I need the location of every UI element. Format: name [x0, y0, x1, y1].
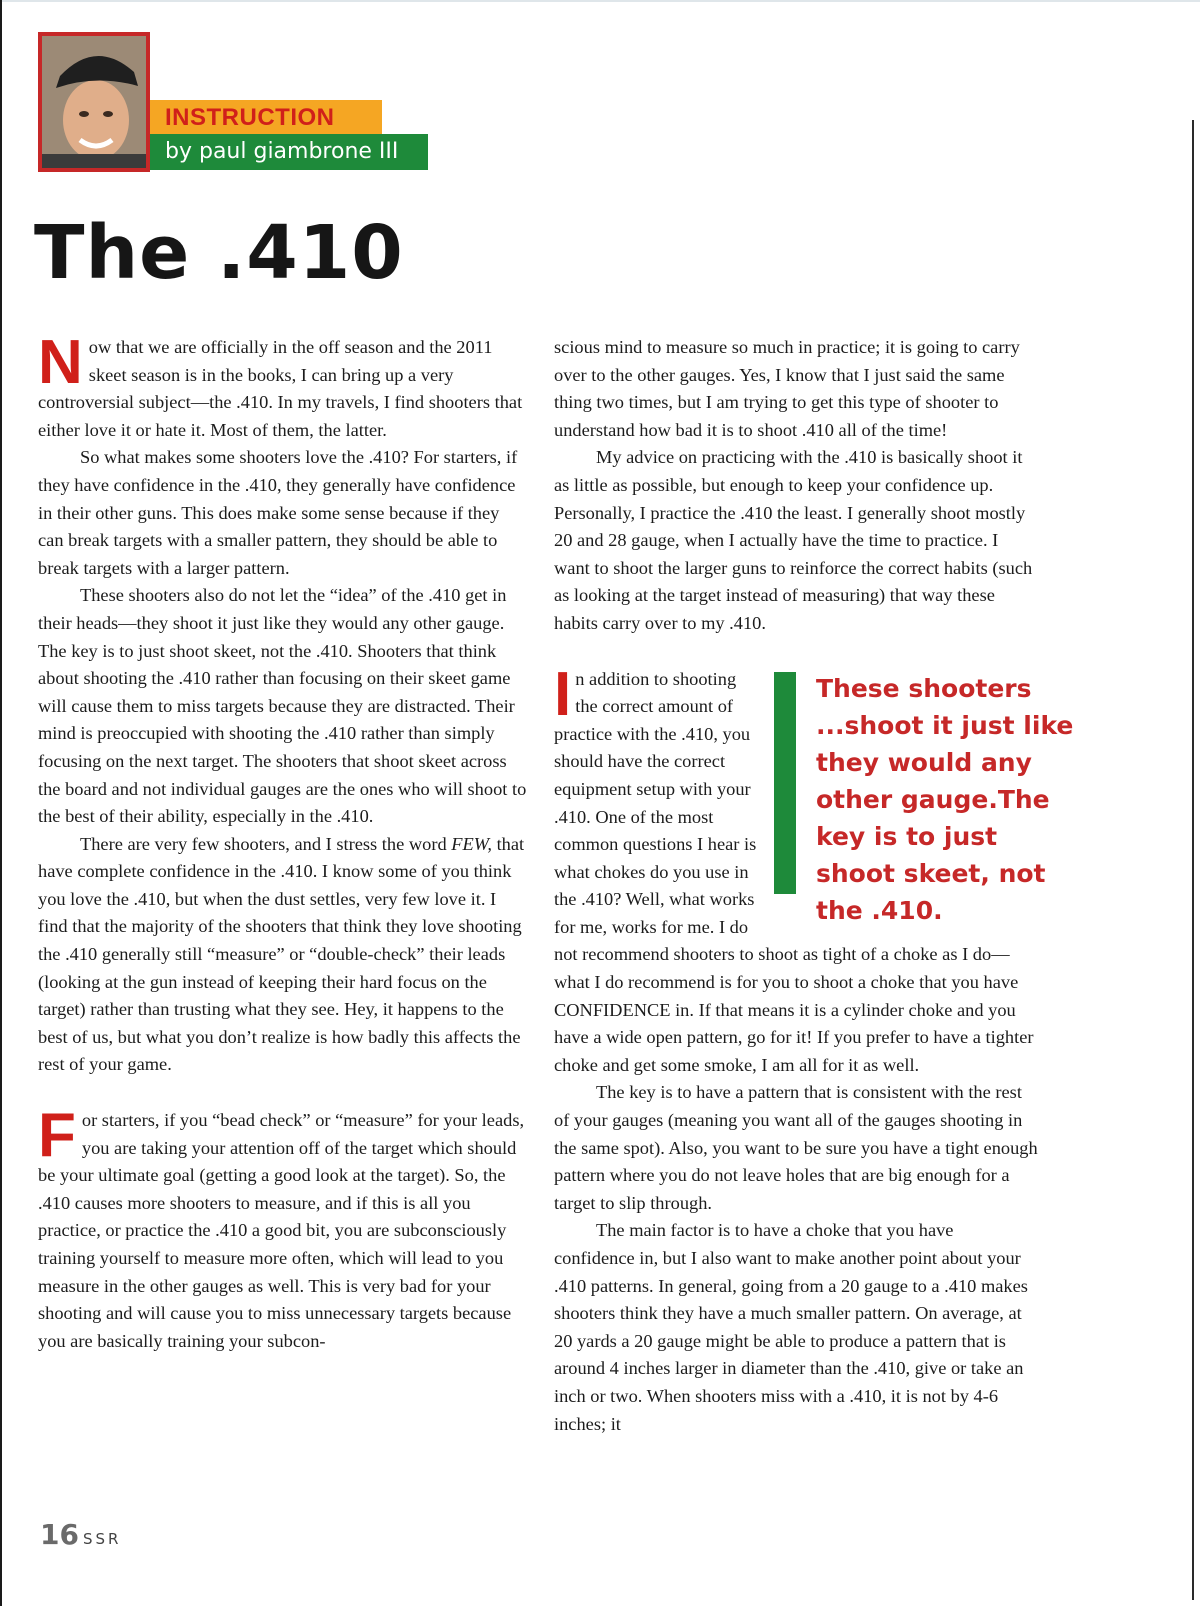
page-edge-left	[0, 0, 2, 1606]
pull-quote: These shooters ...shoot it just like they would any other gauge.The key is to just shoot skeet, not the .410.	[816, 673, 1074, 925]
paragraph: My advice on practicing with the .410 is basically shoot it as little as possible, but enough to keep your confidence up. Personally, I practice the .410 the least. I generally shoot mostly 20 and 28 gauge, when I actually have the time to practice. I want to shoot the larger guns to reinforce the correct habits (such as looking at the target instead of measuring) that way these habits carry over to my .410.	[554, 447, 1033, 633]
byline-bar	[150, 134, 428, 170]
paragraph-text: ow that we are officially in the off season and the 2011 skeet season is in the books, I can bring up a very controversial subject—the .410. In my travels, I find shooters that either love it or hate it. Most of them, the latter.	[38, 337, 523, 440]
spacer	[554, 638, 1038, 666]
paragraph	[38, 831, 528, 1079]
drop-cap: F	[38, 1101, 76, 1171]
paragraph-text: There are very few shooters, and I stress the word	[80, 833, 452, 854]
pull-quote-box	[774, 672, 1074, 925]
paragraph: These shooters also do not let the “idea” of the .410 get in their heads—they shoot it just like they would any other gauge. The key is to just shoot skeet, not the .410. Shooters that think about shooting the .410 rather than focusing on their skeet game will cause them to miss targets because they are distracted. Their mind is preoccupied with shooting the .410 rather than simply focusing on the next target. The shooters that shoot skeet across the board and not individual gauges are the ones who will shoot to the best of their ability, especially in the .410.	[38, 585, 527, 827]
spacer	[38, 1079, 528, 1107]
paragraph	[38, 328, 528, 444]
article-title: The .410	[34, 210, 404, 296]
pull-quote-bar	[774, 672, 796, 894]
paragraph: The main factor is to have a choke that you have confidence in, but I also want to make another point about your .410 patterns. In general, going from a 20 gauge to a .410 makes shooters think they have a much smaller pattern. On average, at 20 yards a 20 gauge might be able to produce a pattern that is around 4 inches larger in diameter than the .410, give or take an inch or two. When shooters miss with a .410, it is not by 4-6 inches; it	[554, 1220, 1028, 1434]
section-label: INSTRUCTION	[165, 104, 335, 131]
byline: by paul giambrone III	[165, 139, 399, 164]
section-label-bar	[150, 100, 382, 134]
paragraph	[38, 1101, 528, 1355]
page-footer	[40, 1518, 121, 1551]
emphasis-text: FEW,	[451, 833, 492, 854]
paragraph: scious mind to measure so much in practice; it is going to carry over to the other gauges. Yes, I know that I just said the same thing two times, but I am trying to get this type of shooter to understand how bad it is to shoot .410 all of the time!	[554, 337, 1020, 440]
drop-cap: I	[554, 659, 572, 729]
paragraph-text: or starters, if you “bead check” or “measure” for your leads, you are taking your attention off of the target which should be your ultimate goal (getting a good look at the target). So, the .410 causes more shooters to measure, and if this is all you practice, or practice the .410 a good bit, you are subconsciously training yourself to measure more often, which will lead to you measure in the other gauges as well. This is very bad for your shooting and will cause you to miss unnecessary targets because you are basically training your subcon-	[38, 1110, 525, 1351]
drop-cap: N	[38, 328, 83, 397]
page-number: 16	[40, 1518, 79, 1551]
magazine-name: SSR	[82, 1530, 122, 1548]
author-photo	[38, 32, 150, 172]
paragraph	[554, 659, 1074, 1080]
paragraph: The key is to have a pattern that is consistent with the rest of your gauges (meaning you want all of the gauges shooting in the same spot). Also, you want to be sure you have a tight enough pattern where you do not leave holes that are big enough for a target to slip through.	[554, 1082, 1038, 1213]
article-column-2	[554, 334, 1074, 1438]
top-rule	[0, 0, 1200, 2]
paragraph-text: that have complete confidence in the .410. I know some of you think you love the .410, but when the dust settles, very few love it. I find that the majority of the shooters that think they love shooting the .410 generally still “measure” or “double-check” their leads (looking at the gun instead of keeping their hard focus on the target) rather than trusting what they see. Hey, it happens to the best of us, but what you don’t realize is how badly this affects the rest of your game.	[38, 833, 525, 1075]
article-column-1	[38, 328, 528, 1355]
page-edge-right	[1192, 120, 1194, 1600]
paragraph-text: n addition to shooting the correct amount of practice with the .410, you should have the correct equipment setup with your .410. One of the most common questions I hear is what chokes do you use in the .410? Well, what works for me, works for me. I do not recommend shooters to shoot as tight of a choke as I do—what I do recommend is for you to shoot a choke that you have CONFIDENCE in. If that means it is a cylinder choke and you have a wide open pattern, go for it! If you prefer to have a tighter choke and get some smoke, I am all for it as well.	[554, 668, 1034, 1075]
paragraph: So what makes some shooters love the .410? For starters, if they have confidence in the .410, they generally have confidence in their other guns. This does make some sense because if they can break targets with a smaller pattern, they should be able to break targets with a larger pattern.	[38, 447, 518, 578]
